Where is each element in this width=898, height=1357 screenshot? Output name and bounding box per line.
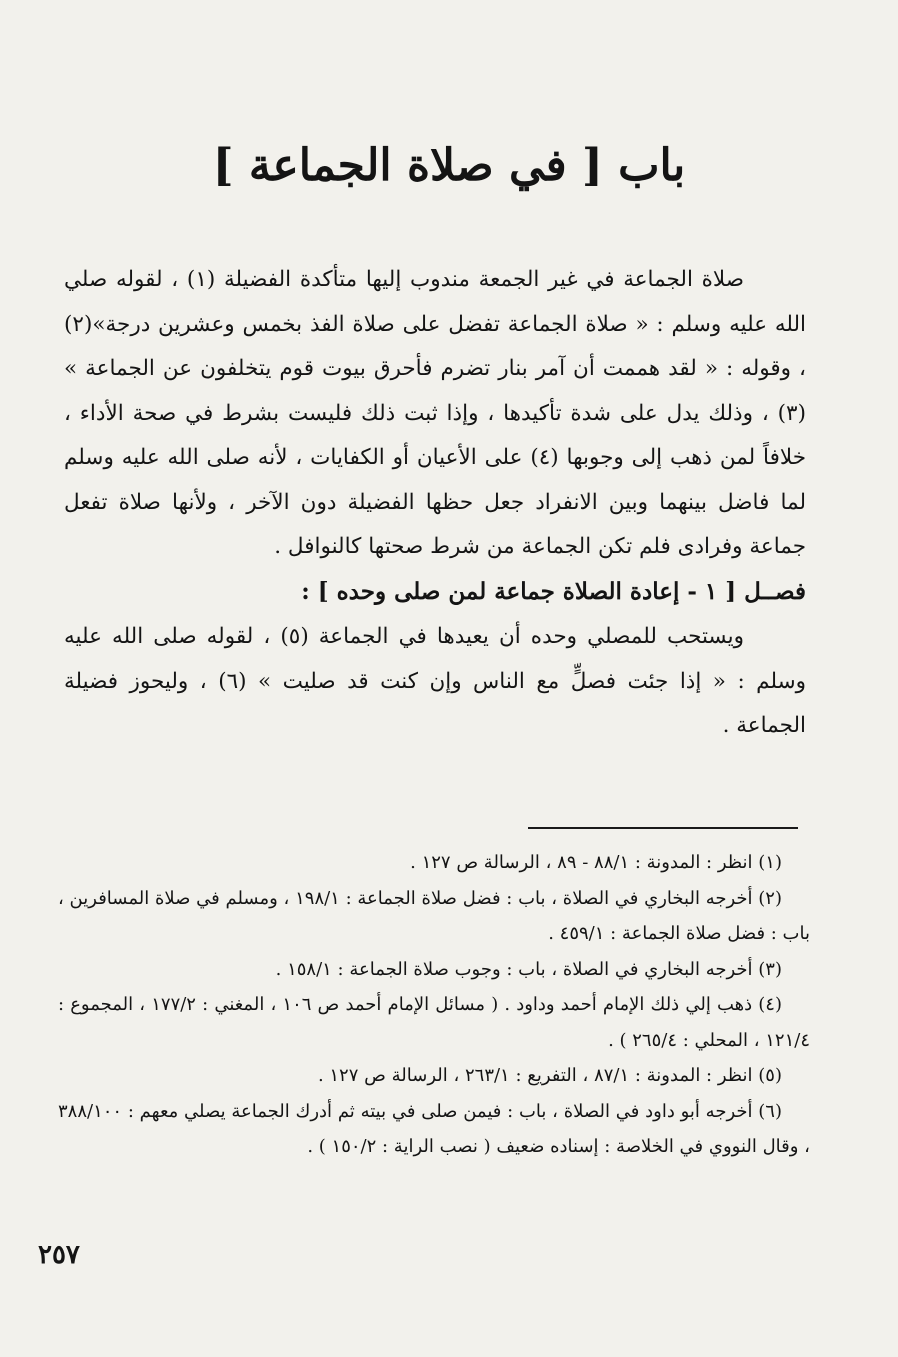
page-number: ٢٥٧ <box>38 1240 80 1270</box>
section-heading <box>64 570 806 616</box>
section-paragraph: ويستحب للمصلي وحده أن يعيدها في الجماعة (٥) ، لقوله صلى الله عليه وسلم : « إذا جئت فصلٍّ مع الناس وإن كنت قد صليت » (٦) ، وليحوز فضيلة الجماعة . <box>64 624 806 738</box>
main-text <box>64 258 806 749</box>
footnote: (٦) أخرجه أبو داود في الصلاة ، باب : فيمن صلى في بيته ثم أدرك الجماعة يصلي معهم : ٣٨٨/١٠٠ ، وقال النووي في الخلاصة : إسناده ضعيف ( نصب الراية : ١٥٠/٢ ) . <box>58 1100 810 1157</box>
section-heading-text: فصــل [ ١ - إعادة الصلاة جماعة لمن صلى وحده ] : <box>301 577 806 605</box>
footnote: (٣) أخرجه البخاري في الصلاة ، باب : وجوب صلاة الجماعة : ١٥٨/١ . <box>275 958 782 980</box>
body-paragraph: صلاة الجماعة في غير الجمعة مندوب إليها متأكدة الفضيلة (١) ، لقوله صلي الله عليه وسلم : « صلاة الجماعة تفضل على صلاة الفذ بخمس وعشرين درجة»(٢) ، وقوله : « لقد هممت أن آمر بنار تضرم فأحرق بيوت قوم يتخلفون عن الجماعة » (٣) ، وذلك يدل على شدة تأكيدها ، وإذا ثبت ذلك فليست بشرط في صحة الأداء ، خلافاً لمن ذهب إلى وجوبها (٤) على الأعيان أو الكفايات ، لأنه صلى الله عليه وسلم لما فاضل بينهما وبين الانفراد جعل حظها الفضيلة دون الآخر ، ولأنها صلاة تفعل جماعة وفرادى فلم تكن الجماعة من شرط صحتها كالنوافل . <box>64 267 807 559</box>
footnote-divider <box>528 827 798 829</box>
footnote: (٢) أخرجه البخاري في الصلاة ، باب : فضل صلاة الجماعة : ١٩٨/١ ، ومسلم في صلاة المسافرين ، باب : فضل صلاة الجماعة : ٤٥٩/١ . <box>58 887 810 944</box>
footnote: (٥) انظر : المدونة : ٨٧/١ ، التفريع : ٢٦٣/١ ، الرسالة ص ١٢٧ . <box>317 1065 782 1086</box>
footnote: (١) انظر : المدونة : ٨٨/١ - ٨٩ ، الرسالة ص ١٢٧ . <box>410 852 782 873</box>
footnotes <box>58 845 810 1165</box>
footnote: (٤) ذهب إلي ذلك الإمام أحمد وداود . ( مسائل الإمام أحمد ص ١٠٦ ، المغني : ١٧٧/٢ ، المجموع : ١٢١/٤ ، المحلي : ٢٦٥/٤ ) . <box>58 994 810 1051</box>
chapter-title: باب [ في صلاة الجماعة ] <box>212 140 686 191</box>
